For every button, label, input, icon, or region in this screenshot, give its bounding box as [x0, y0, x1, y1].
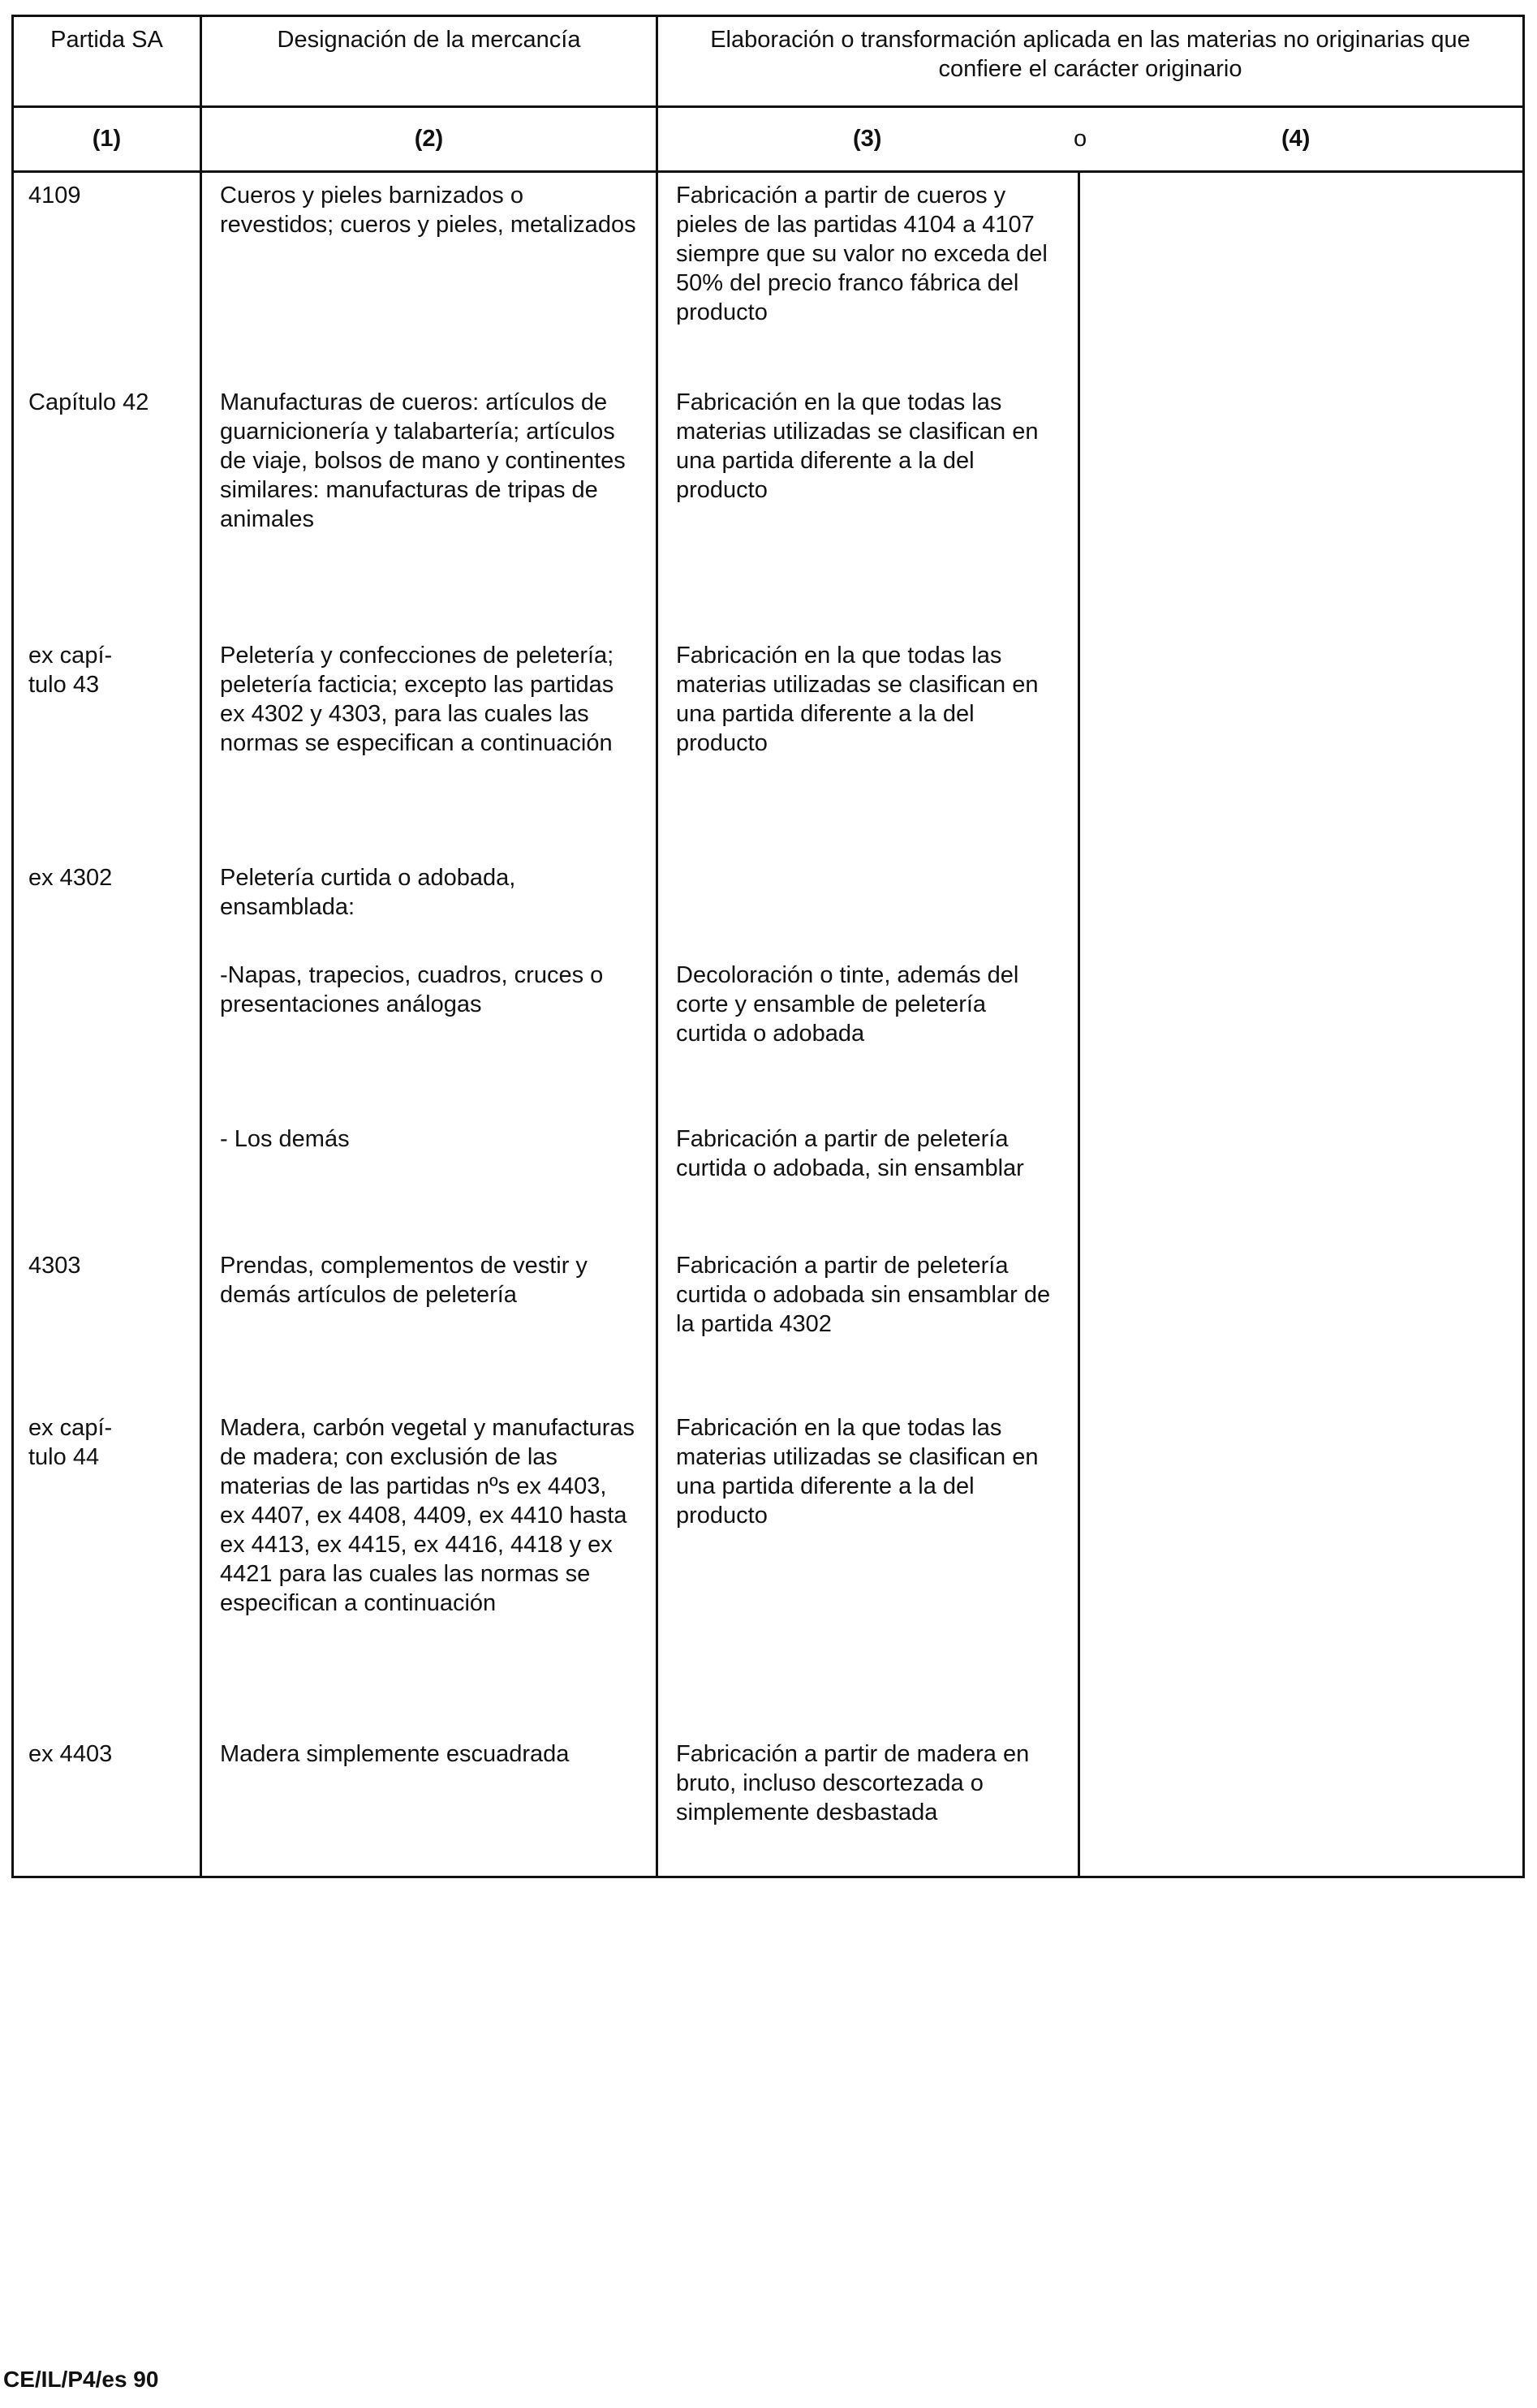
- cell-designacion: - Los demás: [201, 1116, 657, 1243]
- cell-partida: ex capí- tulo 44: [13, 1405, 201, 1731]
- cell-elaboracion: Fabricación a partir de madera en bruto, incluso descortezada o simplemente desbastada: [657, 1731, 1079, 1877]
- cell-designacion: Madera, carbón vegetal y manufacturas de madera; con exclusión de las materias de las partidas nºs ex 4403, ex 4407, ex 4408, 4409, ex 4410 hasta ex 4413, ex 4415, ex 4416, 4418 y ex 4421 para las cuales las normas se especifican a continuación: [201, 1405, 657, 1731]
- cell-partida: ex capí- tulo 43: [13, 633, 201, 855]
- cell-elaboracion: Fabricación en la que todas las materias utilizadas se clasifican en una partida diferente a la del producto: [657, 633, 1079, 855]
- cell-partida: [13, 952, 201, 1116]
- cell-partida: 4109: [13, 172, 201, 380]
- cell-alternativa: [1079, 952, 1524, 1116]
- cell-designacion: Cueros y pieles barnizados o revestidos; cueros y pieles, metalizados: [201, 172, 657, 380]
- cell-designacion: Peletería curtida o adobada, ensamblada:: [201, 855, 657, 952]
- header-partida: Partida SA: [13, 16, 201, 107]
- column-number-3: (3): [853, 126, 882, 152]
- cell-alternativa: [1079, 172, 1524, 380]
- cell-alternativa: [1079, 1731, 1524, 1877]
- table-row: [13, 1116, 1524, 1243]
- cell-elaboracion: Decoloración o tinte, además del corte y ensamble de peletería curtida o adobada: [657, 952, 1079, 1116]
- table-row: [13, 1731, 1524, 1877]
- table-row: [13, 1243, 1524, 1405]
- cell-alternativa: [1079, 1243, 1524, 1405]
- column-number-3-4: [657, 107, 1524, 172]
- cell-elaboracion: Fabricación en la que todas las materias utilizadas se clasifican en una partida diferente a la del producto: [657, 1405, 1079, 1731]
- column-number-1: (1): [13, 107, 201, 172]
- cell-elaboracion: [657, 855, 1079, 952]
- cell-alternativa: [1079, 380, 1524, 633]
- cell-designacion: -Napas, trapecios, cuadros, cruces o presentaciones análogas: [201, 952, 657, 1116]
- column-number-row: [13, 107, 1524, 172]
- cell-partida: ex 4403: [13, 1731, 201, 1877]
- cell-alternativa: [1079, 1116, 1524, 1243]
- table-row: [13, 172, 1524, 380]
- header-designacion: Designación de la mercancía: [201, 16, 657, 107]
- cell-designacion: Madera simplemente escuadrada: [201, 1731, 657, 1877]
- cell-partida: 4303: [13, 1243, 201, 1405]
- cell-partida: ex 4302: [13, 855, 201, 952]
- cell-partida: [13, 1116, 201, 1243]
- cell-elaboracion: Fabricación a partir de peletería curtida o adobada sin ensamblar de la partida 4302: [657, 1243, 1079, 1405]
- column-or-label: o: [1074, 126, 1087, 152]
- cell-designacion: Peletería y confecciones de peletería; peletería facticia; excepto las partidas ex 4302 y 4303, para las cuales las normas se especifican a continuación: [201, 633, 657, 855]
- cell-elaboracion: Fabricación en la que todas las materias utilizadas se clasifican en una partida diferente a la del producto: [657, 380, 1079, 633]
- table-row: [13, 952, 1524, 1116]
- table-row: [13, 1405, 1524, 1731]
- table-header-row: [13, 16, 1524, 107]
- table-row: [13, 855, 1524, 952]
- header-elaboracion: Elaboración o transformación aplicada en las materias no originarias que confiere el carácter originario: [657, 16, 1524, 107]
- table-row: [13, 633, 1524, 855]
- cell-alternativa: [1079, 1405, 1524, 1731]
- document-reference: CE/IL/P4/es 90: [3, 2367, 159, 2392]
- cell-designacion: Prendas, complementos de vestir y demás artículos de peletería: [201, 1243, 657, 1405]
- cell-elaboracion: Fabricación a partir de cueros y pieles de las partidas 4104 a 4107 siempre que su valor no exceda del 50% del precio franco fábrica del producto: [657, 172, 1079, 380]
- cell-partida: Capítulo 42: [13, 380, 201, 633]
- rules-of-origin-table: [11, 15, 1525, 1878]
- cell-alternativa: [1079, 633, 1524, 855]
- column-number-4: (4): [1281, 126, 1311, 152]
- column-number-2: (2): [201, 107, 657, 172]
- table-row: [13, 380, 1524, 633]
- cell-designacion: Manufacturas de cueros: artículos de guarnicionería y talabartería; artículos de viaje, bolsos de mano y continentes similares: manufacturas de tripas de animales: [201, 380, 657, 633]
- cell-elaboracion: Fabricación a partir de peletería curtida o adobada, sin ensamblar: [657, 1116, 1079, 1243]
- cell-alternativa: [1079, 855, 1524, 952]
